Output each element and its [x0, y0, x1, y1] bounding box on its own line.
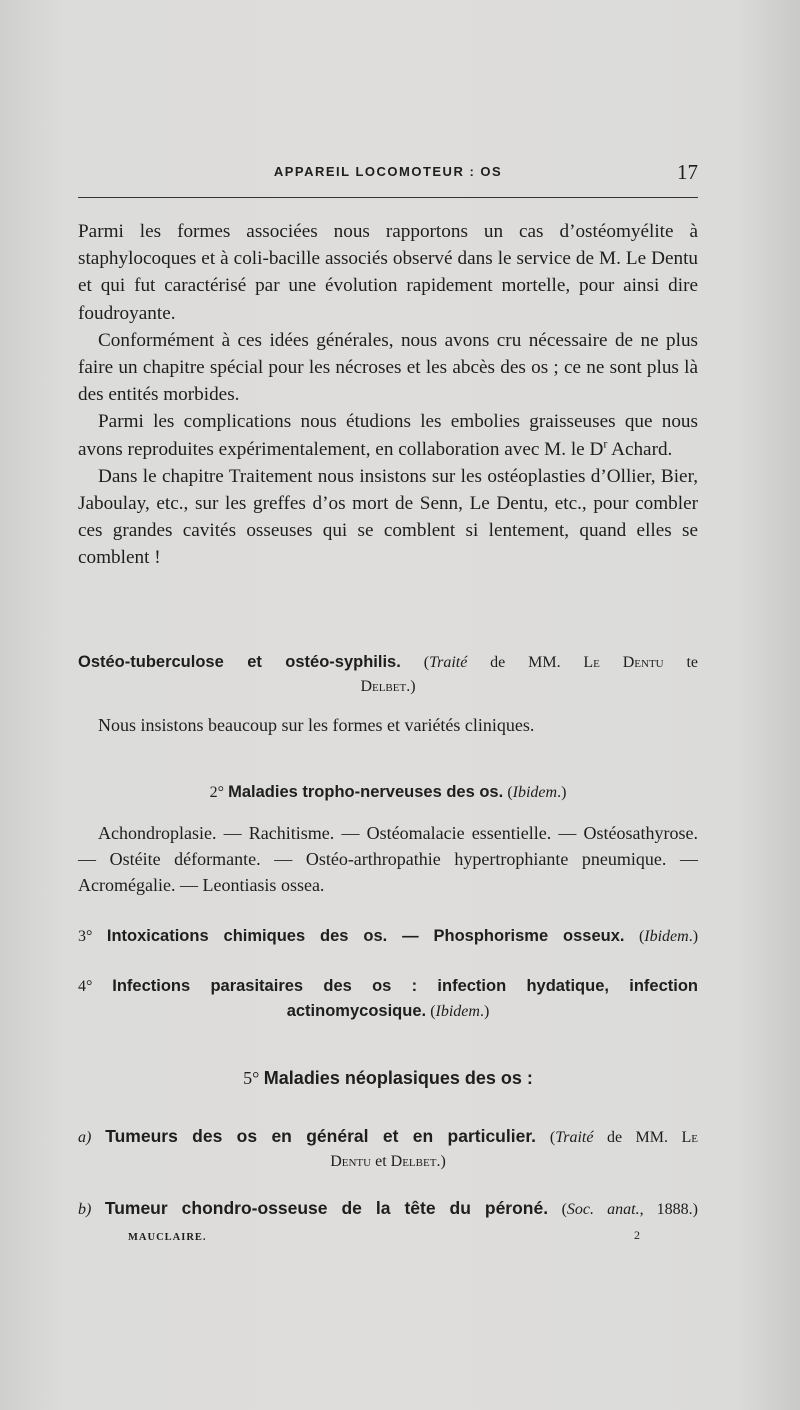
header-rule: [78, 197, 698, 198]
paragraph-3: [78, 408, 698, 462]
paragraph-1: Parmi les formes associées nous rapportons un cas d’ostéomyélite à staphylocoques et à coli-bacille associés observé dans le service de M. Le Dentu et qui fut caractérisé par une évolution rapidement mortelle, pour ainsi dire foudroyante.: [78, 221, 698, 324]
footer-signature: 2: [634, 1228, 640, 1242]
intro-text: [78, 218, 698, 572]
section-3-ref: Ibidem: [644, 928, 689, 945]
superscript-r: r: [603, 436, 608, 451]
paragraph-3-end: Achard.: [607, 438, 673, 460]
section-4-number: 4°: [78, 978, 93, 995]
item-b-title: Tumeur chondro-osseuse de la tête du péroné.: [104, 1198, 549, 1218]
paragraph-2: Conformément à ces idées générales, nous avons cru nécessaire de ne plus faire un chapitre spécial pour les nécroses et les abcès des os ; ce ne sont plus là des entités morbides.: [78, 329, 698, 406]
item-a-title: Tumeurs des os en général et en particulier.: [105, 1126, 537, 1146]
section-3-number: 3°: [78, 928, 93, 945]
section-5-title: Maladies néoplasiques des os :: [263, 1068, 533, 1088]
section-5-heading: [78, 1068, 698, 1089]
page-number: 17: [677, 160, 698, 184]
section-4-heading: 4° Infections parasitaires des os : infection hydatique, infection actinomycosique. (Ibidem.): [78, 977, 698, 1020]
section-4-ref: Ibidem: [435, 1003, 480, 1020]
page-header: [78, 160, 698, 190]
section-3-title: Intoxications chimiques des os. — Phosphorisme osseux.: [106, 927, 625, 945]
ref-delbet: Delbet: [360, 678, 407, 695]
section-2-heading: 2° Maladies tropho-nerveuses des os. (Ibidem.): [209, 783, 567, 801]
paragraph-3-text: Parmi les complications nous étudions les embolies graisseuses que nous avons reproduites expérimentalement, en collaboration avec M. le D: [78, 411, 698, 460]
osteo-tuberculose-line2: Delbet.): [360, 678, 416, 695]
section-2-text: [78, 820, 698, 898]
ref-traite: Traité: [429, 654, 468, 671]
item-b: b) Tumeur chondro-osseuse de la tête du péroné. (Soc. anat., 1888.): [78, 1198, 699, 1218]
osteo-tuberculose-description: Nous insistons beaucoup sur les formes et variétés cliniques.: [98, 715, 535, 735]
section-2-ref: Ibidem: [512, 784, 558, 801]
item-a-letter: a): [78, 1129, 92, 1146]
osteo-tuberculose-text: [78, 712, 698, 738]
osteo-tuberculose-line1: Ostéo-tuberculose et ostéo-syphilis. (Traité de MM. Le Dentu te: [78, 653, 699, 671]
section-5-number: 5°: [243, 1068, 260, 1088]
ref-le-dentu: Le Dentu: [583, 654, 664, 671]
item-a-ref-traite: Traité: [555, 1129, 594, 1146]
item-b-letter: b): [78, 1201, 92, 1218]
footer-author: MAUCLAIRE.: [128, 1232, 207, 1243]
section-2-title: Maladies tropho-nerveuses des os.: [228, 783, 504, 801]
section-2-description: Achondroplasie. — Rachitisme. — Ostéomalacie essentielle. — Ostéosathyrose. — Ostéite déformante. — Ostéo-arthropathie hypertrophiante pneumique. — Acromégalie. — Leontiasis ossea.: [78, 823, 698, 895]
section-4-title: Infections parasitaires des os : infection hydatique, infection: [112, 977, 698, 995]
item-a: a) Tumeurs des os en général et en particulier. (Traité de MM. Le Dentu et Delbet.): [78, 1126, 698, 1170]
section-3-heading: 3° Intoxications chimiques des os. — Phosphorisme osseux. (Ibidem.): [78, 927, 699, 945]
section-2-number: 2°: [209, 784, 224, 801]
osteo-tuberculose-title: Ostéo-tuberculose et ostéo-syphilis.: [78, 653, 401, 671]
paragraph-4: Dans le chapitre Traitement nous insistons sur les ostéoplasties d’Ollier, Bier, Jaboulay, etc., sur les greffes d’os mort de Senn, Le Dentu, etc., pour combler ces grandes cavités osseuses qui se comblent si lentement, quand elles se comblent !: [78, 465, 698, 569]
section-4-title-cont: actinomycosique.: [286, 1002, 427, 1020]
running-title: APPAREIL LOCOMOTEUR : OS: [273, 164, 503, 179]
osteo-tuberculose-entry: [78, 650, 698, 699]
